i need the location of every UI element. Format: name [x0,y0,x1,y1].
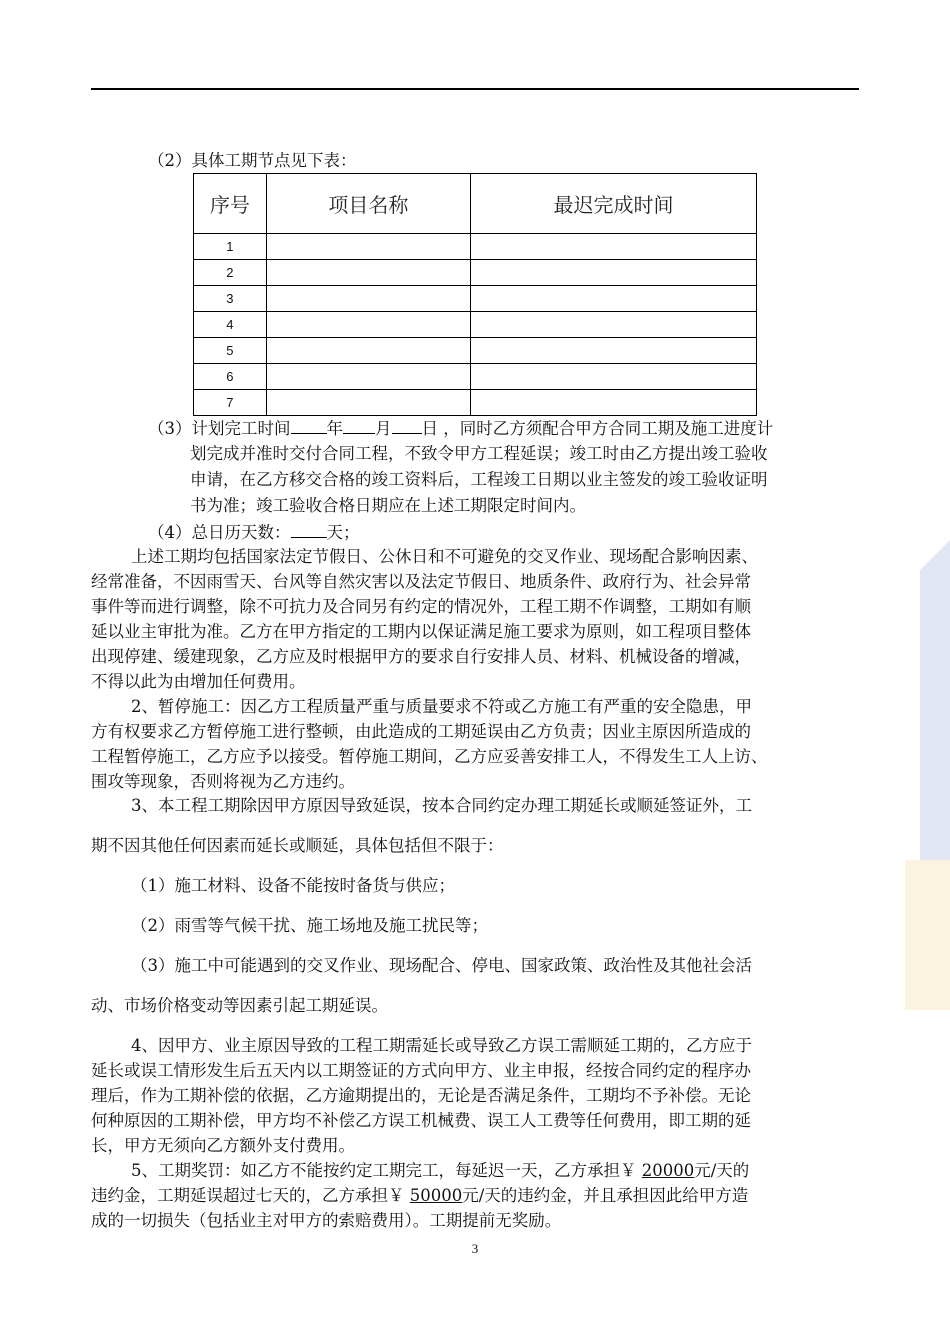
p3-line: 期不因其他任何因素而延长或顺延，具体包括但不限于： [91,836,504,855]
row-index: 1 [194,234,267,260]
table-row [194,338,757,364]
p5-l2-suffix: 元/天的违约金，并且承担因此给甲方造 [462,1186,749,1205]
p2-line: 工程暂停施工，乙方应予以接受。暂停施工期间，乙方应妥善安排工人，不得发生工人上访、 [91,747,768,766]
header-cell-index: 序号 [194,174,267,234]
sub4-prefix: （4）总日历天数： [148,523,291,542]
p5-line-3: 成的一切损失（包括业主对甲方的索赔费用）。工期提前无奖励。 [91,1211,562,1230]
header-cell-item-name: 项目名称 [266,174,470,234]
row-deadline [471,234,757,260]
table-row [194,234,757,260]
p4-line: 何种原因的工期补偿，甲方均不补偿乙方误工机械费、误工人工费等任何费用，即工期的延 [91,1111,751,1130]
sub3-line-2: 划完成并准时交付合同工程，不致令甲方工程延误；竣工时由乙方提出竣工验收 [190,444,768,463]
table-row [194,364,757,390]
table-row [194,312,757,338]
row-index: 5 [194,338,267,364]
month-blank [343,415,375,434]
row-item-name [266,286,470,312]
p1-line: 延以业主审批为准。乙方在甲方指定的工期内以保证满足施工要求为原则，如工程项目整体 [91,622,751,641]
row-deadline [471,312,757,338]
table-row [194,286,757,312]
sub3-year: 年 [326,419,343,438]
p5-l1-prefix: 5、工期奖罚：如乙方不能按约定工期完工，每延迟一天，乙方承担￥ [131,1161,637,1180]
row-index: 2 [194,260,267,286]
p2-line: 围攻等现象，否则将视为乙方违约。 [91,772,355,791]
page-number: 3 [471,1241,479,1256]
p4-line: 延长或误工情形发生后五天内以工期签证的方式向甲方、业主申报，经按合同约定的程序办 [91,1061,751,1080]
penalty-amount-2: 50000 [409,1186,463,1205]
header-rule [91,88,859,90]
p3-item: （3）施工中可能遇到的交叉作业、现场配合、停电、国家政策、政治性及其他社会活 [131,956,752,975]
row-deadline [471,260,757,286]
p5-line-1 [131,1158,749,1184]
decorative-blue-shape [920,540,950,570]
table-row [194,390,757,416]
p5-line-2 [91,1183,748,1209]
table-row [194,260,757,286]
p1-line: 出现停建、缓建现象，乙方应及时根据甲方的要求自行安排人员、材料、机械设备的增减， [91,647,751,666]
sub3-line-4: 书为准；竣工验收合格日期应在上述工期限定时间内。 [190,496,586,515]
decorative-yellow-band [905,860,950,1010]
p1-line: 不得以此为由增加任何费用。 [91,672,306,691]
p4-line: 理后，作为工期补偿的依据，乙方逾期提出的，无论是否满足条件，工期均不予补偿。无论 [91,1086,751,1105]
row-deadline [471,390,757,416]
sub3-prefix: （3）计划完工时间 [148,419,291,438]
row-index: 4 [194,312,267,338]
row-index: 6 [194,364,267,390]
p3-item: （2）雨雪等气候干扰、施工场地及施工扰民等； [131,916,488,935]
p3-tail: 动、市场价格变动等因素引起工期延误。 [91,996,388,1015]
penalty-amount-1: 20000 [641,1161,695,1180]
row-deadline [471,286,757,312]
days-blank [291,519,327,538]
day-blank [392,415,422,434]
p1-line: 上述工期均包括国家法定节假日、公休日和不可避免的交叉作业、现场配合影响因素、 [131,547,758,566]
row-item-name [266,234,470,260]
table-header-row [194,174,757,234]
sub4-line [148,519,360,546]
p2-line: 2、暂停施工：因乙方工程质量严重与质量要求不符或乙方施工有严重的安全隐患，甲 [131,697,752,716]
p5-l1-suffix: 元/天的 [694,1161,750,1180]
sub2-label: （2）具体工期节点见下表： [148,151,357,170]
schedule-table [193,173,757,416]
row-deadline [471,338,757,364]
row-index: 7 [194,390,267,416]
p3-item: （1）施工材料、设备不能按时备货与供应； [131,876,455,895]
p1-line: 事件等而进行调整，除不可抗力及合同另有约定的情况外，工程工期不作调整，工期如有顺 [91,597,751,616]
row-item-name [266,390,470,416]
p5-l2-prefix: 违约金，工期延误超过七天的，乙方承担￥ [91,1186,405,1205]
p3-line: 3、本工程工期除因甲方原因导致延误，按本合同约定办理工期延长或顺延签证外，工 [131,796,752,815]
p4-line: 长，甲方无须向乙方额外支付费用。 [91,1136,355,1155]
row-item-name [266,364,470,390]
p1-line: 经常准备，不因雨雪天、台风等自然灾害以及法定节假日、地质条件、政府行为、社会异常 [91,572,751,591]
row-item-name [266,260,470,286]
row-item-name [266,338,470,364]
sub3-month: 月 [375,419,392,438]
row-item-name [266,312,470,338]
decorative-blue-band [920,570,950,860]
row-deadline [471,364,757,390]
p4-line: 4、因甲方、业主原因导致的工程工期需延长或导致乙方误工需顺延工期的，乙方应于 [131,1036,752,1055]
sub3-line-1 [148,415,773,442]
header-cell-deadline: 最迟完成时间 [471,174,757,234]
p2-line: 方有权要求乙方暂停施工进行整顿，由此造成的工期延误由乙方负责；因业主原因所造成的 [91,722,751,741]
sub3-day-rest: 日 ，同时乙方须配合甲方合同工期及施工进度计 [421,419,774,438]
row-index: 3 [194,286,267,312]
year-blank [291,415,327,434]
sub4-suffix: 天； [326,523,360,542]
sub3-line-3: 申请，在乙方移交合格的竣工资料后，工程竣工日期以业主签发的竣工验收证明 [190,470,768,489]
